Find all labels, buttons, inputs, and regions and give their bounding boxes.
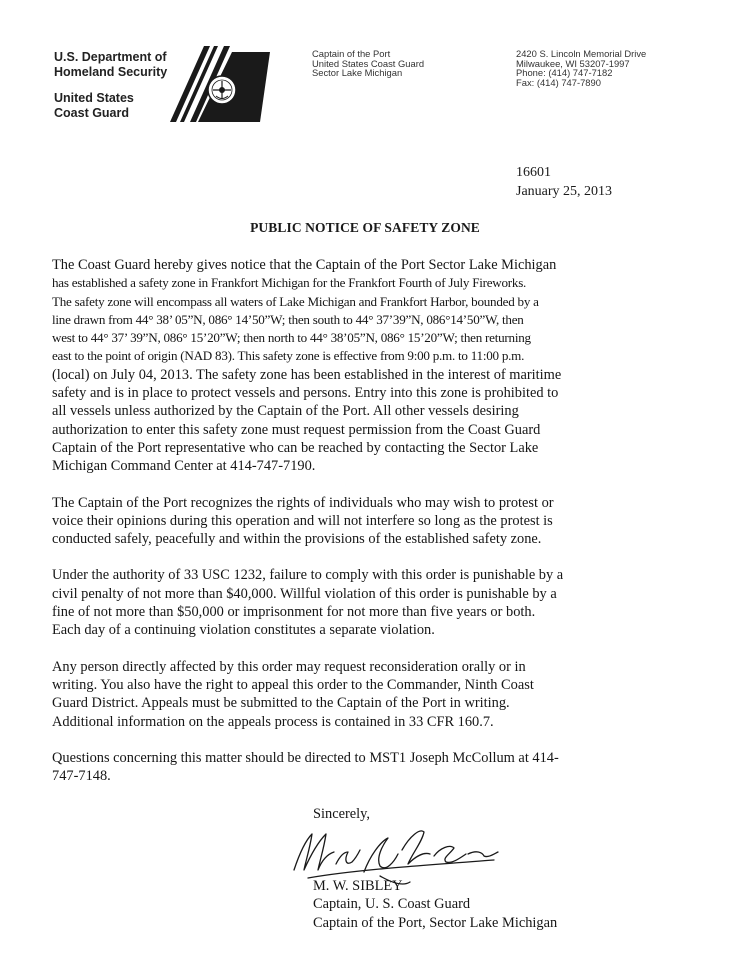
body-line <box>52 274 632 292</box>
body-line-text: The safety zone will encompass all waters of Lake Michigan and Frankfort Harbor, bounded by a <box>52 293 539 309</box>
body-line: Each day of a continuing violation constitutes a separate violation. <box>52 622 435 639</box>
paragraph-safety-zone <box>52 256 632 476</box>
reference-block <box>516 163 612 201</box>
body-line: The Coast Guard hereby gives notice that the Captain of the Port Sector Lake Michigan <box>52 257 557 273</box>
office-line: United States Coast Guard <box>312 57 425 69</box>
body-line: conducted safely, peacefully and within the provisions of the established safety zone. <box>52 531 542 548</box>
body-line: Additional information on the appeals process is contained in 33 CFR 160.7. <box>52 713 494 730</box>
body-line: The Captain of the Port recognizes the rights of individuals who may wish to protest or <box>52 494 554 511</box>
contact-line: Fax: (414) 747-7890 <box>516 76 601 88</box>
office-line: Sector Lake Michigan <box>312 67 403 79</box>
body-line: Any person directly affected by this order may request reconsideration orally or in <box>52 658 526 675</box>
closing-salutation: Sincerely, <box>313 806 371 822</box>
reference-number: 16601 <box>516 165 551 180</box>
letter-date: January 25, 2013 <box>516 184 613 199</box>
body-line <box>52 347 632 365</box>
body-line: authorization to enter this safety zone must request permission from the Coast Guard <box>52 421 541 438</box>
body-line-text: line drawn from 44° 38’ 05”N, 086° 14’50”W; then south to 44° 37’39”N, 086°14’50”W, then <box>52 311 524 327</box>
paragraph-questions <box>52 749 632 786</box>
paragraph-appeals <box>52 658 632 731</box>
department-line-2: Homeland Security <box>54 64 168 79</box>
office-address-block <box>312 49 424 78</box>
body-line: Michigan Command Center at 414-747-7190. <box>52 458 316 475</box>
body-line: (local) on July 04, 2013. The safety zone has been established in the interest of maritime <box>52 366 562 383</box>
body-line: safety and is in place to protect vessels and persons. Entry into this zone is prohibited to <box>52 385 559 402</box>
contact-line: Milwaukee, WI 53207-1997 <box>516 57 630 69</box>
body-line-text: east to the point of origin (NAD 83). This safety zone is effective from 9:00 p.m. to 11:00 p.m. <box>52 348 525 364</box>
notice-title: PUBLIC NOTICE OF SAFETY ZONE <box>250 220 480 235</box>
office-line: Captain of the Port <box>312 48 391 59</box>
coast-guard-line-1: United States <box>54 91 134 105</box>
body-line: Guard District. Appeals must be submitted to the Captain of the Port in writing. <box>52 695 510 712</box>
body-line: voice their opinions during this operation and will not interfere so long as the protest is <box>52 512 553 529</box>
body-line: writing. You also have the right to appeal this order to the Commander, Ninth Coast <box>52 676 534 693</box>
body-line <box>52 311 632 329</box>
body-line <box>52 329 632 347</box>
body-line: 747-7148. <box>52 768 111 785</box>
body-line <box>52 293 632 311</box>
signer-rank: Captain, U. S. Coast Guard <box>313 896 471 913</box>
agency-header <box>54 50 167 120</box>
signer-position: Captain of the Port, Sector Lake Michigan <box>313 914 558 931</box>
department-name <box>54 50 167 79</box>
body-line: all vessels unless authorized by the Captain of the Port. All other vessels desiring <box>52 403 519 420</box>
notice-body <box>52 256 632 803</box>
body-line-text: west to 44° 37’ 39”N, 086° 15’20”W; then north to 44° 38’05”N, 086° 15’20”W; then returning <box>52 330 531 346</box>
contact-address-block <box>516 49 646 87</box>
contact-line: 2420 S. Lincoln Memorial Drive <box>516 48 647 59</box>
paragraph-protest-rights <box>52 494 632 549</box>
signer-name: M. W. SIBLEY <box>313 878 403 894</box>
body-line: civil penalty of not more than $40,000. Willful violation of this order is punishable by a <box>52 585 557 602</box>
coast-guard-line-2: Coast Guard <box>54 105 130 120</box>
signature-block <box>313 877 557 932</box>
coast-guard-name <box>54 91 167 120</box>
paragraph-penalties <box>52 566 632 639</box>
body-line-text: has established a safety zone in Frankfort Michigan for the Frankfort Fourth of July Fireworks. <box>52 275 527 291</box>
body-line: Captain of the Port representative who can be reached by contacting the Sector Lake <box>52 439 539 456</box>
department-line-1: U.S. Department of <box>54 50 167 64</box>
body-line: Questions concerning this matter should be directed to MST1 Joseph McCollum at 414- <box>52 749 559 766</box>
body-line: Under the authority of 33 USC 1232, failure to comply with this order is punishable by a <box>52 567 564 584</box>
coast-guard-seal-logo <box>170 46 270 122</box>
contact-line: Phone: (414) 747-7182 <box>516 67 613 79</box>
body-line: fine of not more than $50,000 or imprisonment for not more than five years or both. <box>52 604 536 621</box>
